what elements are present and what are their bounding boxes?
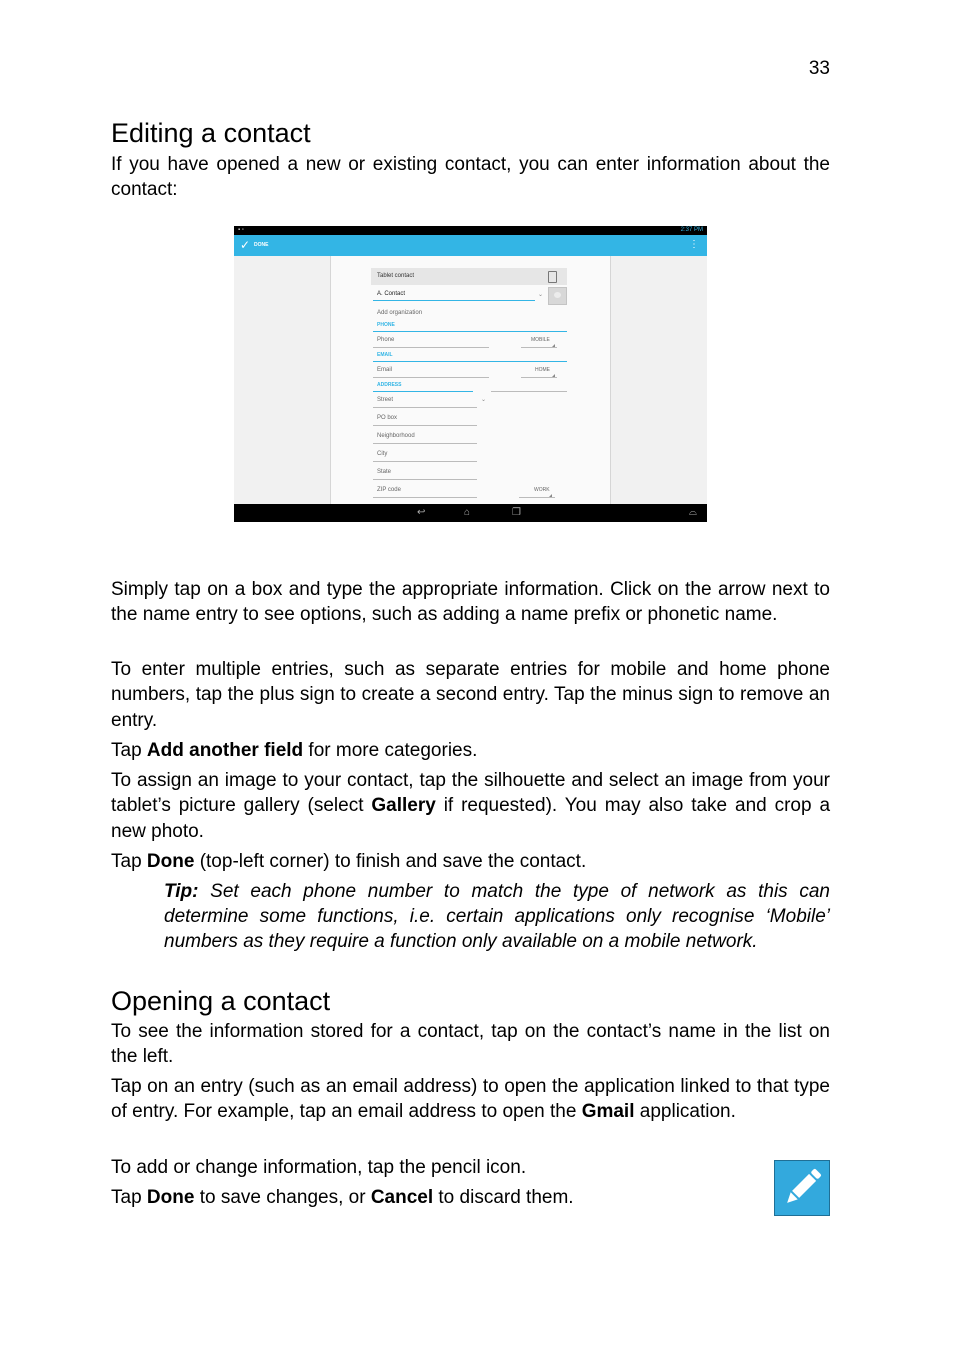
- paragraph-tap-box: Simply tap on a box and type the appropriate information. Click on the arrow next to the name entry to see options, such as adding a name prefix or phonetic name.: [111, 579, 830, 626]
- pencil-icon: [774, 1160, 830, 1216]
- paragraph-assign-image: [111, 768, 830, 844]
- contact-form-panel: [331, 256, 610, 504]
- gmail-term: Gmail: [581, 1101, 635, 1123]
- add-another-field-term: Add another field: [146, 740, 304, 761]
- street-field[interactable]: Street: [377, 397, 394, 403]
- email-field[interactable]: Email: [377, 367, 393, 373]
- field-underline: [373, 479, 477, 480]
- paragraph-tap-done: [111, 849, 830, 874]
- text: if requested). You may also take and crop a new photo.: [111, 795, 831, 842]
- account-label: Tablet contact: [377, 273, 415, 279]
- back-icon[interactable]: ↩: [417, 507, 426, 518]
- name-field-underline: [373, 300, 535, 301]
- section-divider: [373, 361, 567, 362]
- paragraph-multiple-entries: To enter multiple entries, such as separate entries for mobile and home phone numbers, tap the plus sign to create a second entry. Tap the minus sign to remove an entry.: [111, 659, 830, 731]
- email-field-underline: [373, 377, 489, 378]
- text: to save changes, or: [194, 1187, 371, 1208]
- field-underline: [373, 425, 477, 426]
- field-underline: [373, 443, 477, 444]
- phone-type-select[interactable]: MOBILE: [531, 337, 550, 343]
- section-divider: [373, 391, 473, 392]
- panel-edge: [610, 256, 611, 504]
- tablet-icon: [548, 271, 557, 283]
- name-field[interactable]: A. Contact: [377, 291, 406, 297]
- paragraph-save: [111, 1185, 751, 1210]
- text: Tap: [111, 1187, 147, 1208]
- chevron-down-icon[interactable]: ⌄: [481, 397, 487, 403]
- phone-field-underline: [373, 347, 489, 348]
- account-header: [371, 268, 567, 285]
- page-number: 33: [808, 58, 830, 79]
- text: Tap on an entry (such as an email address) to open the application linked to that type of entry. For example, tap an email address to open the: [111, 1076, 830, 1123]
- state-field[interactable]: State: [377, 469, 392, 475]
- city-field[interactable]: City: [377, 451, 388, 457]
- status-time: 2:37 PM: [680, 227, 703, 233]
- done-term: Done: [146, 1187, 195, 1208]
- section-label-address: ADDRESS: [377, 382, 402, 388]
- done-button[interactable]: DONE: [254, 242, 269, 248]
- paragraph-add-field: [111, 738, 830, 763]
- address-type-select[interactable]: WORK: [534, 487, 550, 493]
- paragraph-pencil: To add or change information, tap the pencil icon.: [111, 1157, 527, 1178]
- chevron-down-icon[interactable]: ⌄: [538, 292, 544, 298]
- neighborhood-field[interactable]: Neighborhood: [377, 433, 415, 439]
- cancel-term: Cancel: [370, 1187, 434, 1208]
- home-icon[interactable]: ⌂: [464, 507, 471, 518]
- notification-icons: ▪ ▫: [238, 227, 244, 233]
- section-label-email: EMAIL: [377, 352, 393, 358]
- screenshot-icon[interactable]: ⌓: [689, 507, 697, 518]
- text: to discard them.: [433, 1187, 574, 1208]
- tip-label: Tip:: [164, 881, 199, 902]
- navigation-bar: [234, 504, 707, 522]
- section-heading-editing: Editing a contact: [111, 118, 311, 148]
- type-underline: [519, 497, 555, 498]
- overflow-menu-icon[interactable]: ⋮: [689, 239, 699, 250]
- pobox-field[interactable]: PO box: [377, 415, 398, 421]
- section-label-phone: PHONE: [377, 322, 395, 328]
- gallery-term: Gallery: [371, 795, 436, 817]
- paragraph-see-info: To see the information stored for a contact, tap on the contact’s name in the list on the left.: [111, 1021, 830, 1068]
- recent-apps-icon[interactable]: ❐: [512, 507, 521, 518]
- type-underline: [521, 347, 557, 348]
- email-type-select[interactable]: HOME: [535, 367, 550, 373]
- phone-field[interactable]: Phone: [377, 337, 395, 343]
- tip-paragraph: [164, 879, 830, 954]
- field-underline: [373, 497, 477, 498]
- section-divider: [373, 331, 567, 332]
- add-organization-link[interactable]: Add organization: [377, 310, 423, 316]
- tip-text: Set each phone number to match the type of network as this can determine some functions, i.e. certain applications only recognise ‘Mobile’ numbers as they require a function only available on a mobile network.: [164, 881, 830, 952]
- text: (top-left corner) to finish and save the contact.: [194, 851, 587, 872]
- paragraph-tap-entry: [111, 1074, 830, 1125]
- contact-editor-screenshot: [234, 226, 707, 522]
- intro-paragraph: If you have opened a new or existing contact, you can enter information about the contact:: [111, 154, 830, 201]
- text: Tap: [111, 851, 147, 872]
- status-bar: [234, 226, 707, 235]
- contact-silhouette-icon[interactable]: [548, 287, 567, 305]
- text: for more categories.: [303, 740, 478, 761]
- text: To assign an image to your contact, tap the silhouette and select an image from your tablet’s picture gallery (select: [111, 770, 830, 817]
- action-bar: [234, 235, 707, 256]
- field-underline: [373, 461, 477, 462]
- check-icon[interactable]: ✓: [240, 238, 251, 252]
- zip-field[interactable]: ZIP code: [377, 487, 401, 493]
- pencil-glyph: [775, 1161, 829, 1215]
- field-underline: [373, 407, 477, 408]
- section-divider: [491, 391, 567, 392]
- type-underline: [521, 377, 557, 378]
- section-heading-opening: Opening a contact: [111, 986, 331, 1016]
- text: application.: [634, 1101, 736, 1123]
- done-term: Done: [146, 851, 195, 872]
- text: Tap: [111, 740, 147, 761]
